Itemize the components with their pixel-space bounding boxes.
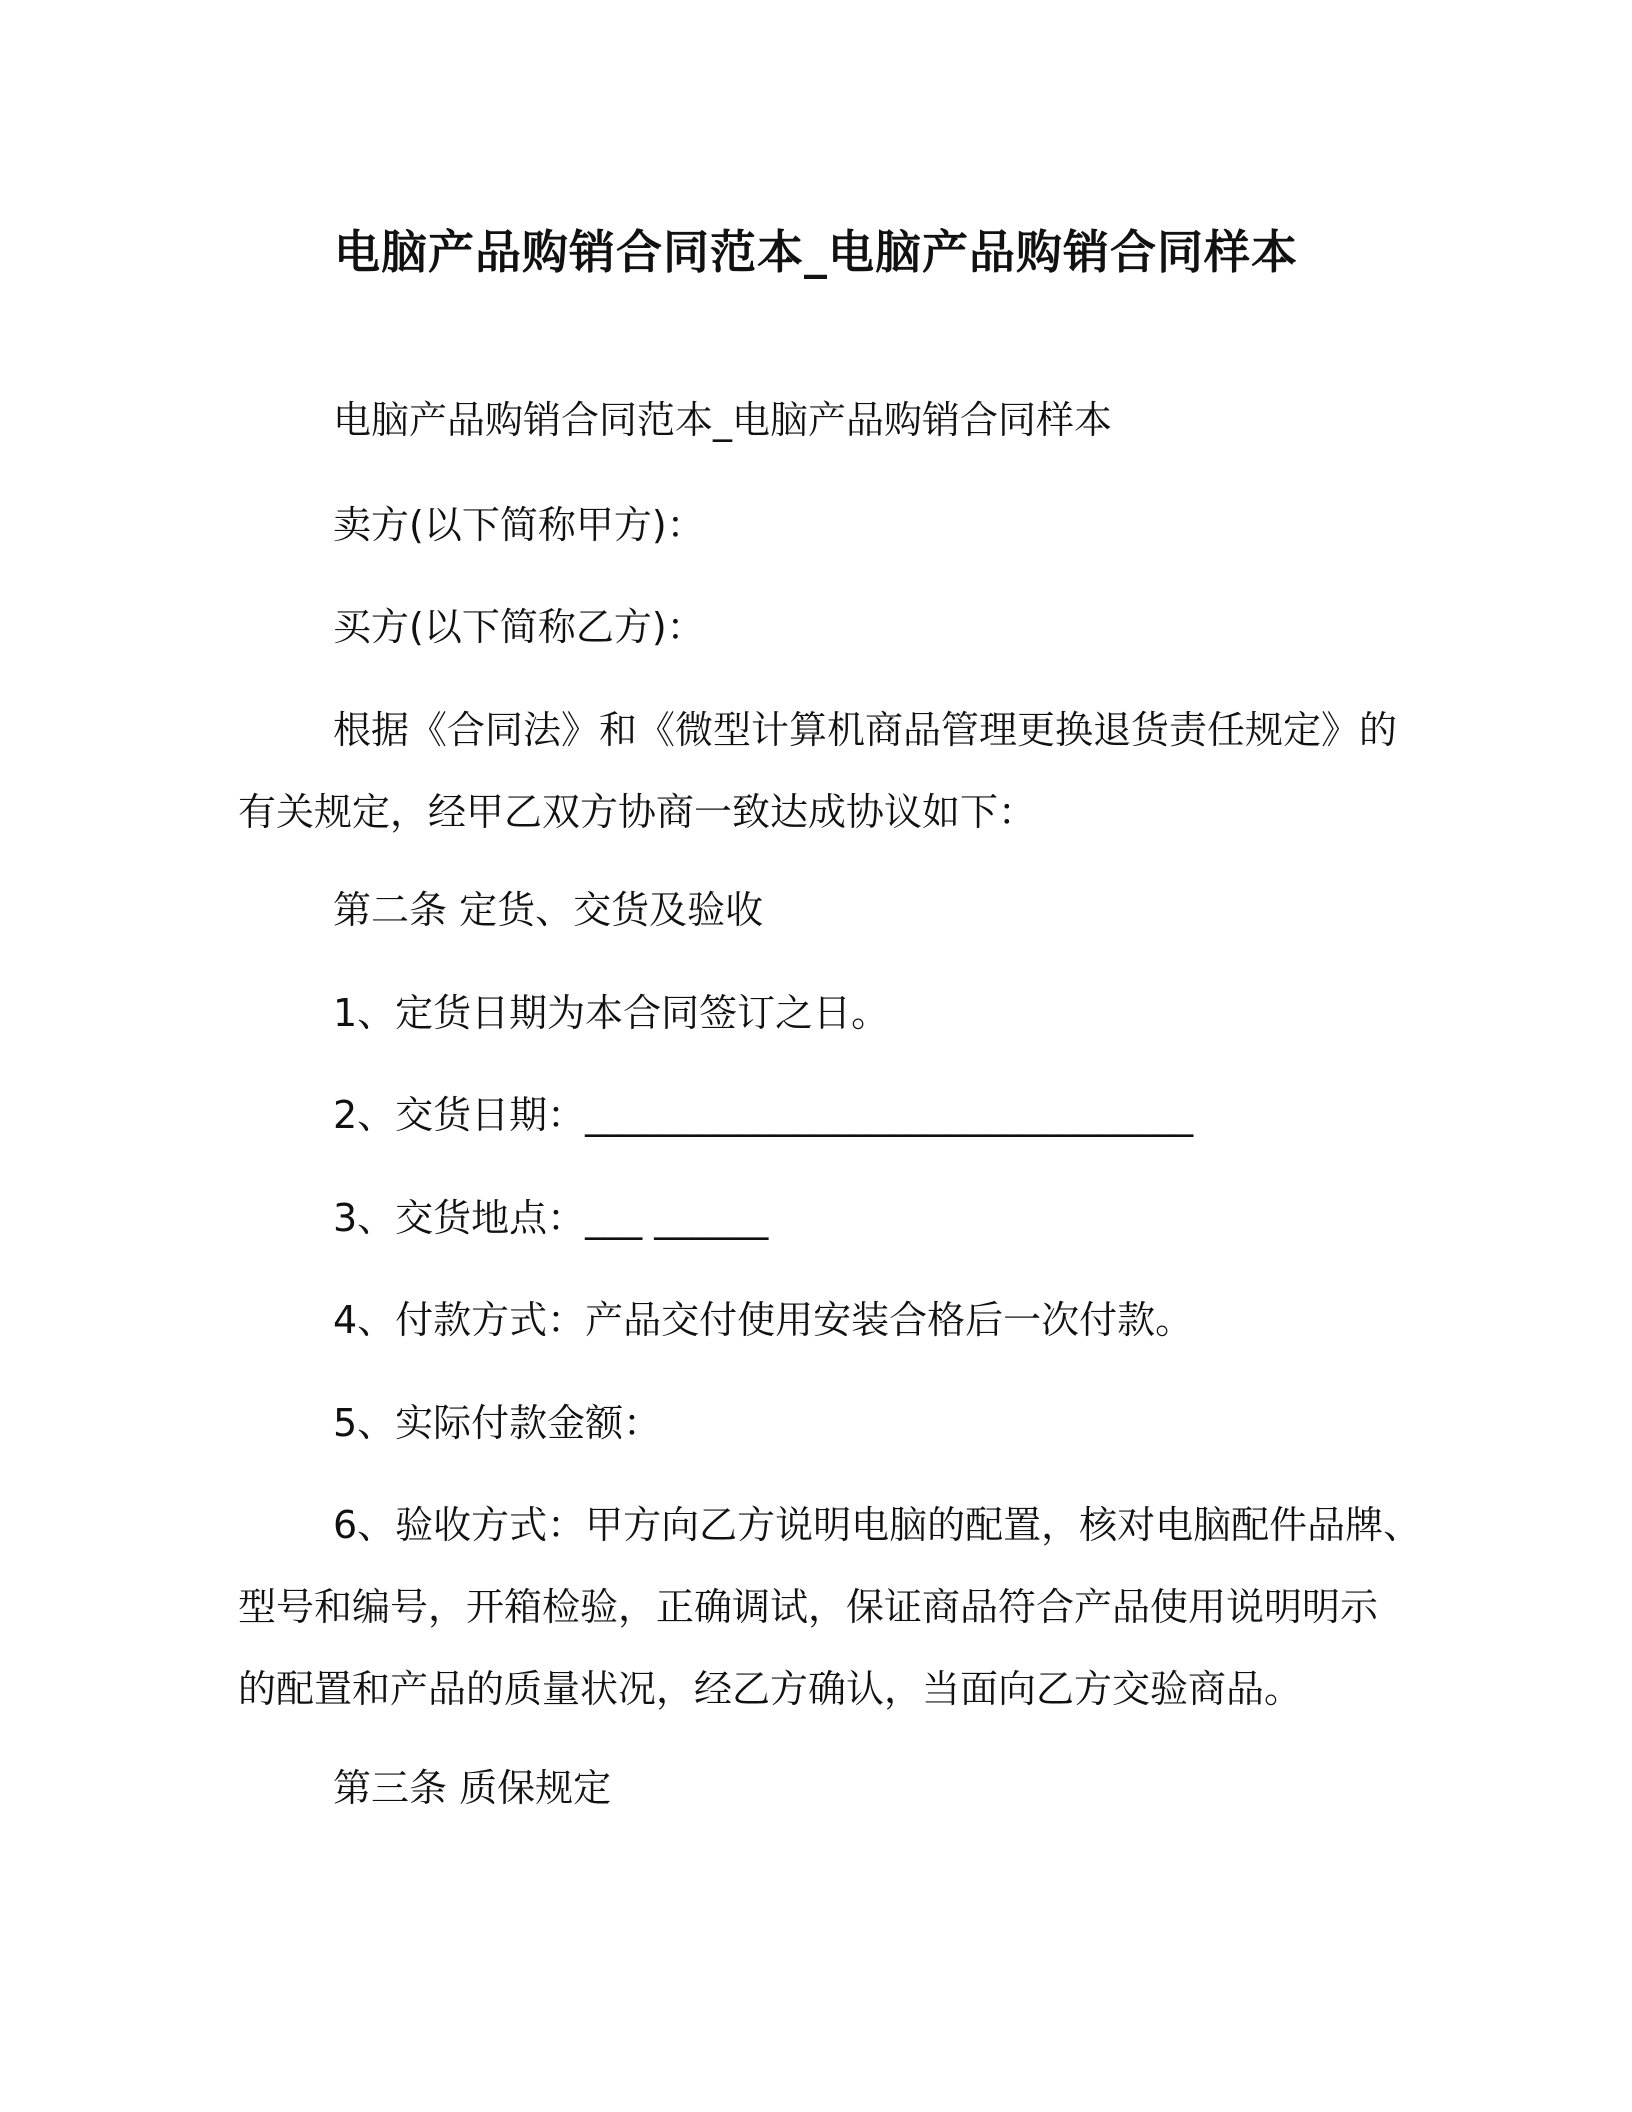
item-4: [238, 1279, 1398, 1361]
paragraph-line: 型号和编号，开箱检验，正确调试，保证商品符合产品使用说明明示: [238, 1585, 1379, 1629]
paragraph-line: 买方(以下简称乙方)：: [333, 605, 705, 649]
paragraph-line: 根据《合同法》和《微型计算机商品管理更换退货责任规定》的: [333, 708, 1398, 752]
article-3-heading: [238, 1747, 1398, 1829]
document-title: 电脑产品购销合同范本_电脑产品购销合同样本: [334, 225, 1298, 279]
item-2: [238, 1074, 1398, 1156]
paragraph-line: 1、定货日期为本合同签订之日。: [333, 991, 890, 1035]
item-5: [238, 1382, 1398, 1464]
paragraph-line: 3、交货地点：___ ______: [333, 1196, 769, 1240]
paragraph-line: 有关规定，经甲乙双方协商一致达成协议如下：: [238, 790, 1037, 834]
paragraph-line: 4、付款方式：产品交付使用安装合格后一次付款。: [333, 1298, 1194, 1342]
paragraph-line: 第二条 定货、交货及验收: [333, 888, 764, 932]
paragraph-buyer: [238, 586, 1398, 668]
item-6: [238, 1484, 1422, 1730]
paragraph-line: 6、验收方式：甲方向乙方说明电脑的配置，核对电脑配件品牌、: [333, 1503, 1422, 1547]
paragraph-line: 5、实际付款金额：: [333, 1401, 662, 1445]
paragraph-seller: [238, 484, 1398, 566]
paragraph-line: 第三条 质保规定: [333, 1766, 612, 1810]
item-3: [238, 1177, 1398, 1259]
paragraph-basis: [238, 689, 1398, 853]
paragraph-line: 的配置和产品的质量状况，经乙方确认，当面向乙方交验商品。: [238, 1667, 1303, 1711]
paragraph-line: 2、交货日期：________________________________: [333, 1093, 1194, 1137]
paragraph-line: 电脑产品购销合同范本_电脑产品购销合同样本: [333, 398, 1113, 442]
paragraph-line: 卖方(以下简称甲方)：: [333, 503, 705, 547]
item-1: [238, 972, 1398, 1054]
paragraph-subtitle: [238, 379, 1398, 461]
article-2-heading: [238, 869, 1398, 951]
